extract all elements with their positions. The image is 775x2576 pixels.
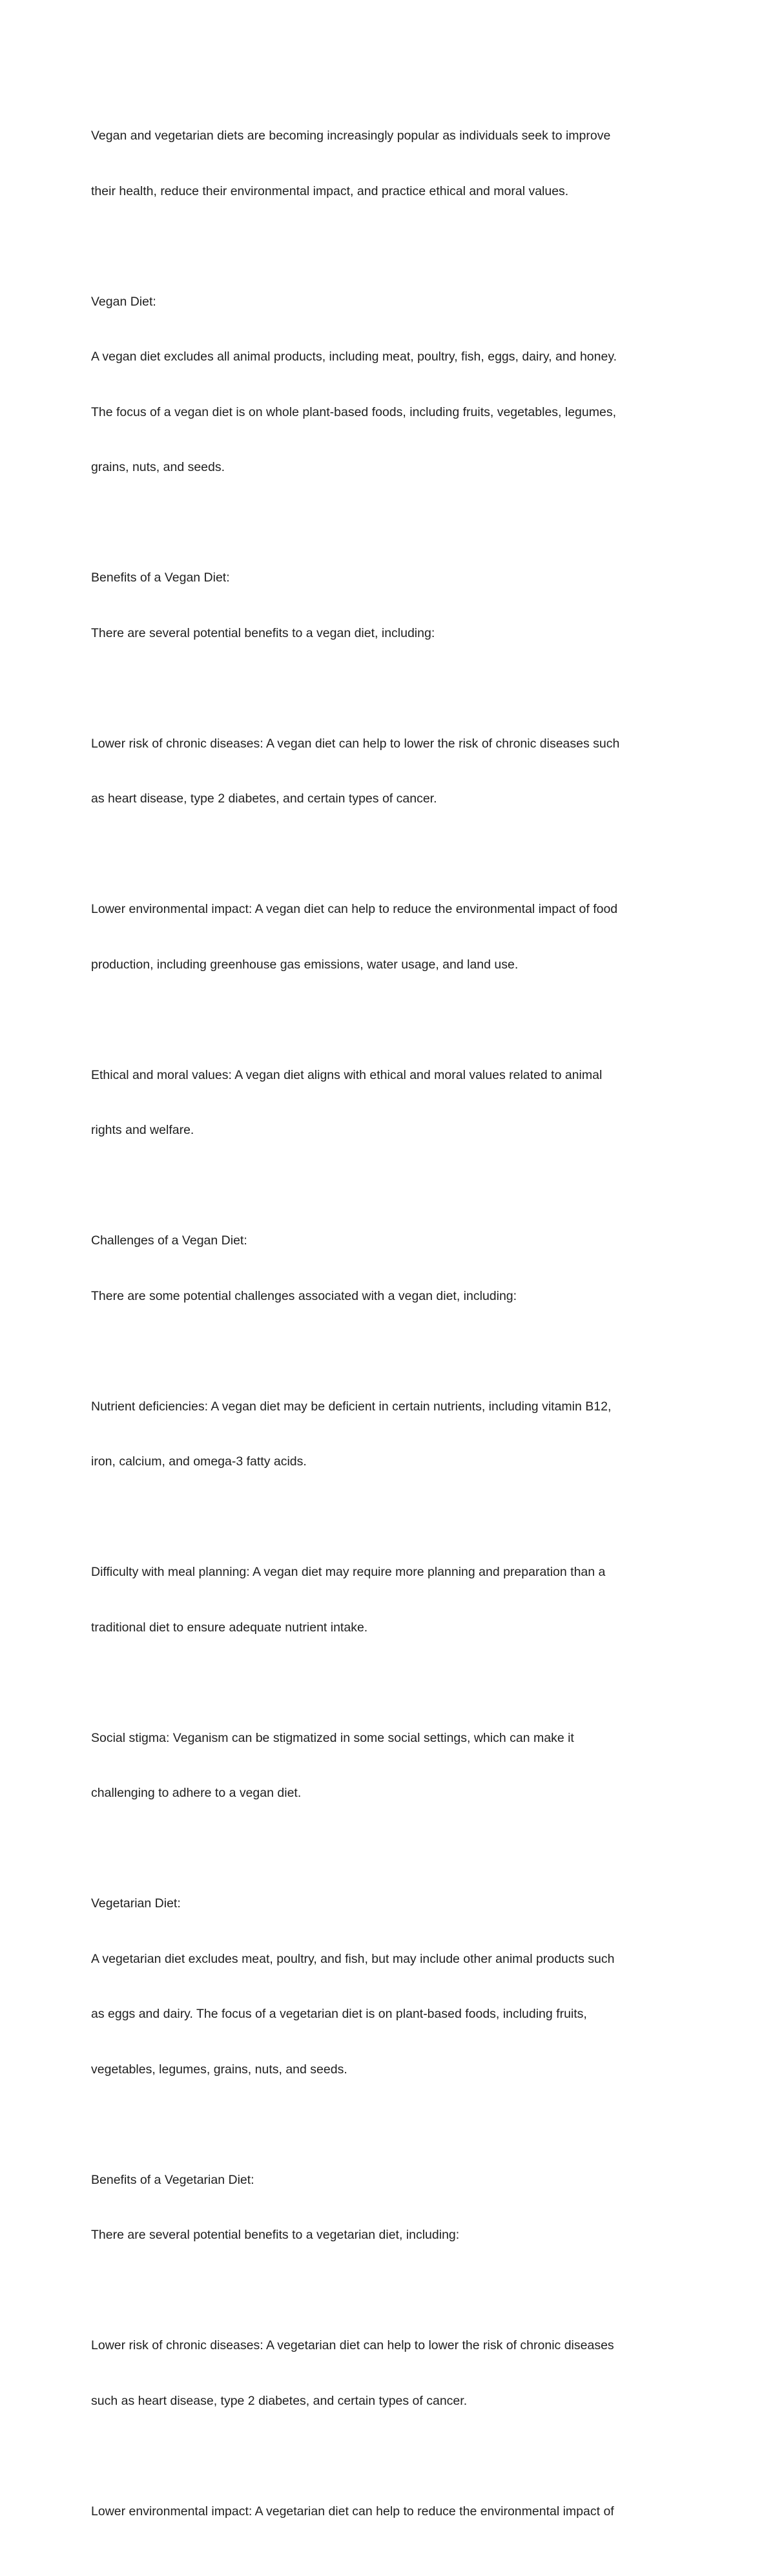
vegan-benefits-section xyxy=(91,532,685,679)
text-line: There are several potential benefits to a vegan diet, including: xyxy=(91,625,435,640)
vegan-challenge-social-stigma xyxy=(91,1692,685,1839)
section-heading: Vegetarian Diet: xyxy=(91,1896,181,1911)
vegan-challenge-nutrients xyxy=(91,1361,685,1508)
vegan-challenges-section xyxy=(91,1195,685,1342)
section-heading: Benefits of a Vegan Diet: xyxy=(91,571,230,585)
vegetarian-benefit-environment xyxy=(91,2466,685,2558)
vegetarian-diet-section xyxy=(91,1858,685,2115)
text-line: The focus of a vegan diet is on whole plant-based foods, including fruits, vegetables, legumes, xyxy=(91,404,616,419)
text-line: A vegan diet excludes all animal products, including meat, poultry, fish, eggs, dairy, and honey. xyxy=(91,350,617,364)
text-line: their health, reduce their environmental impact, and practice ethical and moral values. xyxy=(91,183,569,198)
text-line: Nutrient deficiencies: A vegan diet may be deficient in certain nutrients, including vitamin B12, xyxy=(91,1399,612,1414)
text-line: Ethical and moral values: A vegan diet aligns with ethical and moral values related to animal xyxy=(91,1067,603,1082)
vegan-benefit-ethics xyxy=(91,1029,685,1177)
intro-paragraph xyxy=(91,90,685,237)
text-line: iron, calcium, and omega-3 fatty acids. xyxy=(91,1454,307,1469)
text-line: challenging to adhere to a vegan diet. xyxy=(91,1786,302,1800)
text-line: Lower environmental impact: A vegan diet can help to reduce the environmental impact of food xyxy=(91,902,618,916)
text-line: grains, nuts, and seeds. xyxy=(91,460,225,474)
vegan-benefit-environment xyxy=(91,863,685,1011)
vegan-benefit-chronic-diseases xyxy=(91,698,685,845)
section-heading: Vegan Diet: xyxy=(91,294,156,309)
document-body xyxy=(91,90,685,2576)
vegan-challenge-meal-planning xyxy=(91,1526,685,1673)
vegetarian-benefit-chronic-diseases xyxy=(91,2299,685,2447)
section-heading: Benefits of a Vegetarian Diet: xyxy=(91,2172,254,2187)
vegetarian-benefits-section xyxy=(91,2134,685,2281)
text-line: such as heart disease, type 2 diabetes, and certain types of cancer. xyxy=(91,2393,468,2408)
text-line: There are several potential benefits to a vegetarian diet, including: xyxy=(91,2228,460,2242)
section-heading: Challenges of a Vegan Diet: xyxy=(91,1233,247,1248)
text-line: There are some potential challenges associated with a vegan diet, including: xyxy=(91,1288,517,1303)
text-line: vegetables, legumes, grains, nuts, and seeds. xyxy=(91,2062,347,2077)
text-line: rights and welfare. xyxy=(91,1123,194,1137)
text-line: production, including greenhouse gas emissions, water usage, and land use. xyxy=(91,957,519,972)
text-line: A vegetarian diet excludes meat, poultry, and fish, but may include other animal products such xyxy=(91,1951,615,1966)
text-line: Lower risk of chronic diseases: A vegetarian diet can help to lower the risk of chronic diseases xyxy=(91,2338,614,2352)
text-line: Lower environmental impact: A vegetarian diet can help to reduce the environmental impact of xyxy=(91,2504,614,2518)
text-line: as eggs and dairy. The focus of a vegetarian diet is on plant-based foods, including fruits, xyxy=(91,2007,587,2021)
text-line: as heart disease, type 2 diabetes, and certain types of cancer. xyxy=(91,791,437,806)
vegan-diet-section xyxy=(91,256,685,514)
text-line: traditional diet to ensure adequate nutrient intake. xyxy=(91,1620,368,1635)
text-line: Difficulty with meal planning: A vegan diet may require more planning and preparation than a xyxy=(91,1565,606,1579)
text-line: Social stigma: Veganism can be stigmatized in some social settings, which can make it xyxy=(91,1730,574,1745)
text-line: Vegan and vegetarian diets are becoming increasingly popular as individuals seek to improve xyxy=(91,129,611,143)
text-line: Lower risk of chronic diseases: A vegan diet can help to lower the risk of chronic diseases such xyxy=(91,736,620,751)
